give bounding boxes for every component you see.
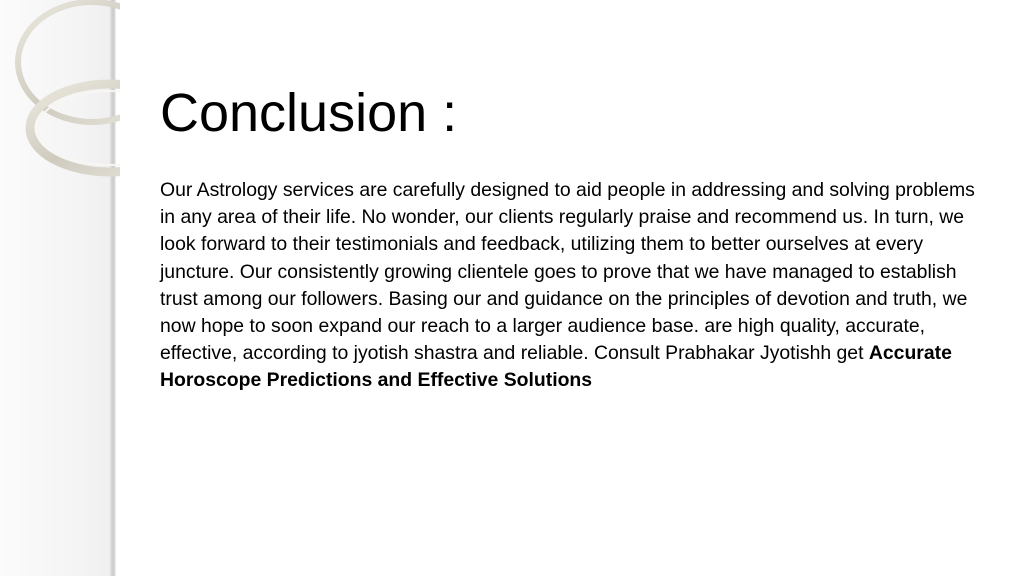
slide-body (160, 177, 975, 395)
slide-title: Conclusion : (160, 83, 458, 143)
decorative-rings (0, 0, 120, 200)
lower-ring (30, 84, 120, 172)
upper-ring (18, 2, 120, 122)
body-emphasis: Accurate Horoscope Predictions and Effective Solutions (160, 342, 952, 392)
body-text: Our Astrology services are carefully designed to aid people in addressing and solving problems in any area of their life. No wonder, our clients regularly praise and recommend us. In turn, we look forward to their testimonials and feedback, utilizing them to better ourselves at every juncture. Our consistently growing clientele goes to prove that we have managed to establish trust among our followers. Basing our and guidance on the principles of devotion and truth, we now hope to soon expand our reach to a larger audience base. are high quality, accurate, effective, according to jyotish shastra and reliable. Consult Prabhakar Jyotishh get (160, 179, 975, 365)
